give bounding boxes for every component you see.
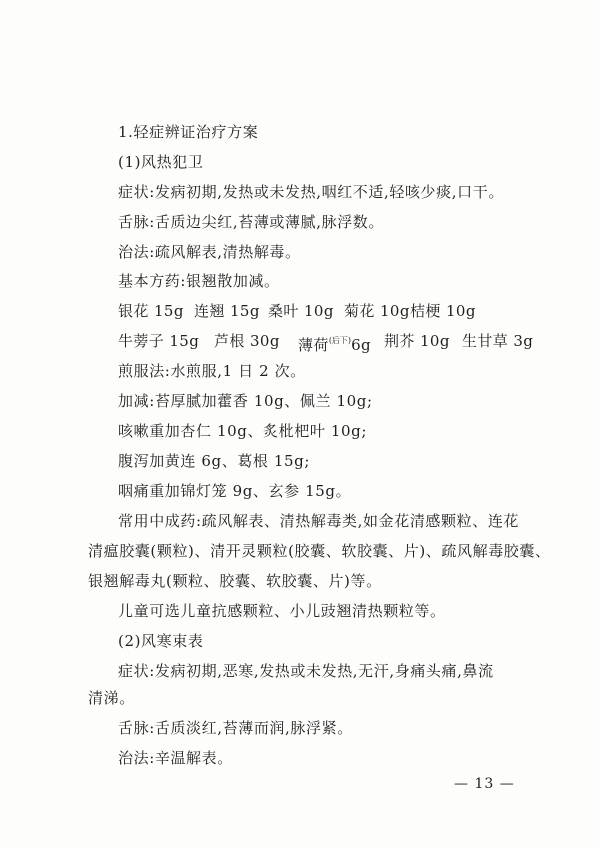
herb-item-with-note: [298, 331, 371, 355]
modification-line: 咳嗽重加杏仁 10g、炙枇杷叶 10g;: [118, 422, 367, 440]
pattern-2-symptoms-line-2: 清涕。: [88, 689, 135, 707]
herb-item: 连翘 15g: [194, 302, 260, 320]
patent-medicine-line-3: 银翘解毒丸(颗粒、胶囊、软胶囊、片)等。: [88, 572, 382, 590]
herb-item: 银花 15g: [118, 302, 184, 320]
herb-item: 芦根 30g: [214, 332, 280, 350]
herb-prep-note: (后下): [328, 336, 352, 345]
modification-line: 腹泻加黄连 6g、葛根 15g;: [118, 452, 311, 470]
pattern-1-tongue-pulse: 舌脉:舌质边尖红,苔薄或薄腻,脉浮数。: [118, 213, 384, 231]
pattern-2-title: (2)风寒束表: [118, 632, 204, 650]
herb-item: 生甘草 3g: [462, 332, 534, 350]
modification-line: 咽痛重加锦灯笼 9g、玄参 15g。: [118, 482, 352, 500]
patent-medicine-line-2: 清瘟胶囊(颗粒)、清开灵颗粒(胶囊、软胶囊、片)、疏风解毒胶囊、: [88, 542, 551, 560]
section-heading: 1.轻症辨证治疗方案: [118, 123, 259, 141]
herb-item: 牛蒡子 15g: [118, 332, 200, 350]
herb-name: 薄荷: [298, 336, 329, 354]
pattern-1-treatment: 治法:疏风解表,清热解毒。: [118, 243, 301, 261]
pattern-1-formula: 基本方药:银翘散加减。: [118, 272, 280, 290]
herb-item: 桑叶 10g: [268, 302, 334, 320]
modification-line: 加减:苔厚腻加藿香 10g、佩兰 10g;: [118, 392, 373, 410]
patent-medicine-line-1: 常用中成药:疏风解表、清热解毒类,如金花清感颗粒、连花: [118, 512, 520, 530]
decoction-method: 煎服法:水煎服,1 日 2 次。: [118, 362, 306, 380]
herb-item: 桔梗 10g: [410, 302, 476, 320]
herb-item: 荆芥 10g: [384, 332, 450, 350]
children-medicine: 儿童可选儿童抗感颗粒、小儿豉翘清热颗粒等。: [118, 602, 446, 620]
pattern-1-title: (1)风热犯卫: [118, 153, 204, 171]
page-number: — 13 —: [454, 776, 515, 792]
pattern-1-symptoms: 症状:发病初期,发热或未发热,咽红不适,轻咳少痰,口干。: [118, 183, 504, 201]
pattern-2-treatment: 治法:辛温解表。: [118, 749, 233, 767]
pattern-2-tongue-pulse: 舌脉:舌质淡红,苔薄而润,脉浮紧。: [118, 719, 353, 737]
pattern-2-symptoms-line-1: 症状:发病初期,恶寒,发热或未发热,无汗,身痛头痛,鼻流: [118, 662, 494, 680]
herb-dose: 6g: [351, 336, 372, 354]
herb-item: 菊花 10g: [344, 302, 410, 320]
